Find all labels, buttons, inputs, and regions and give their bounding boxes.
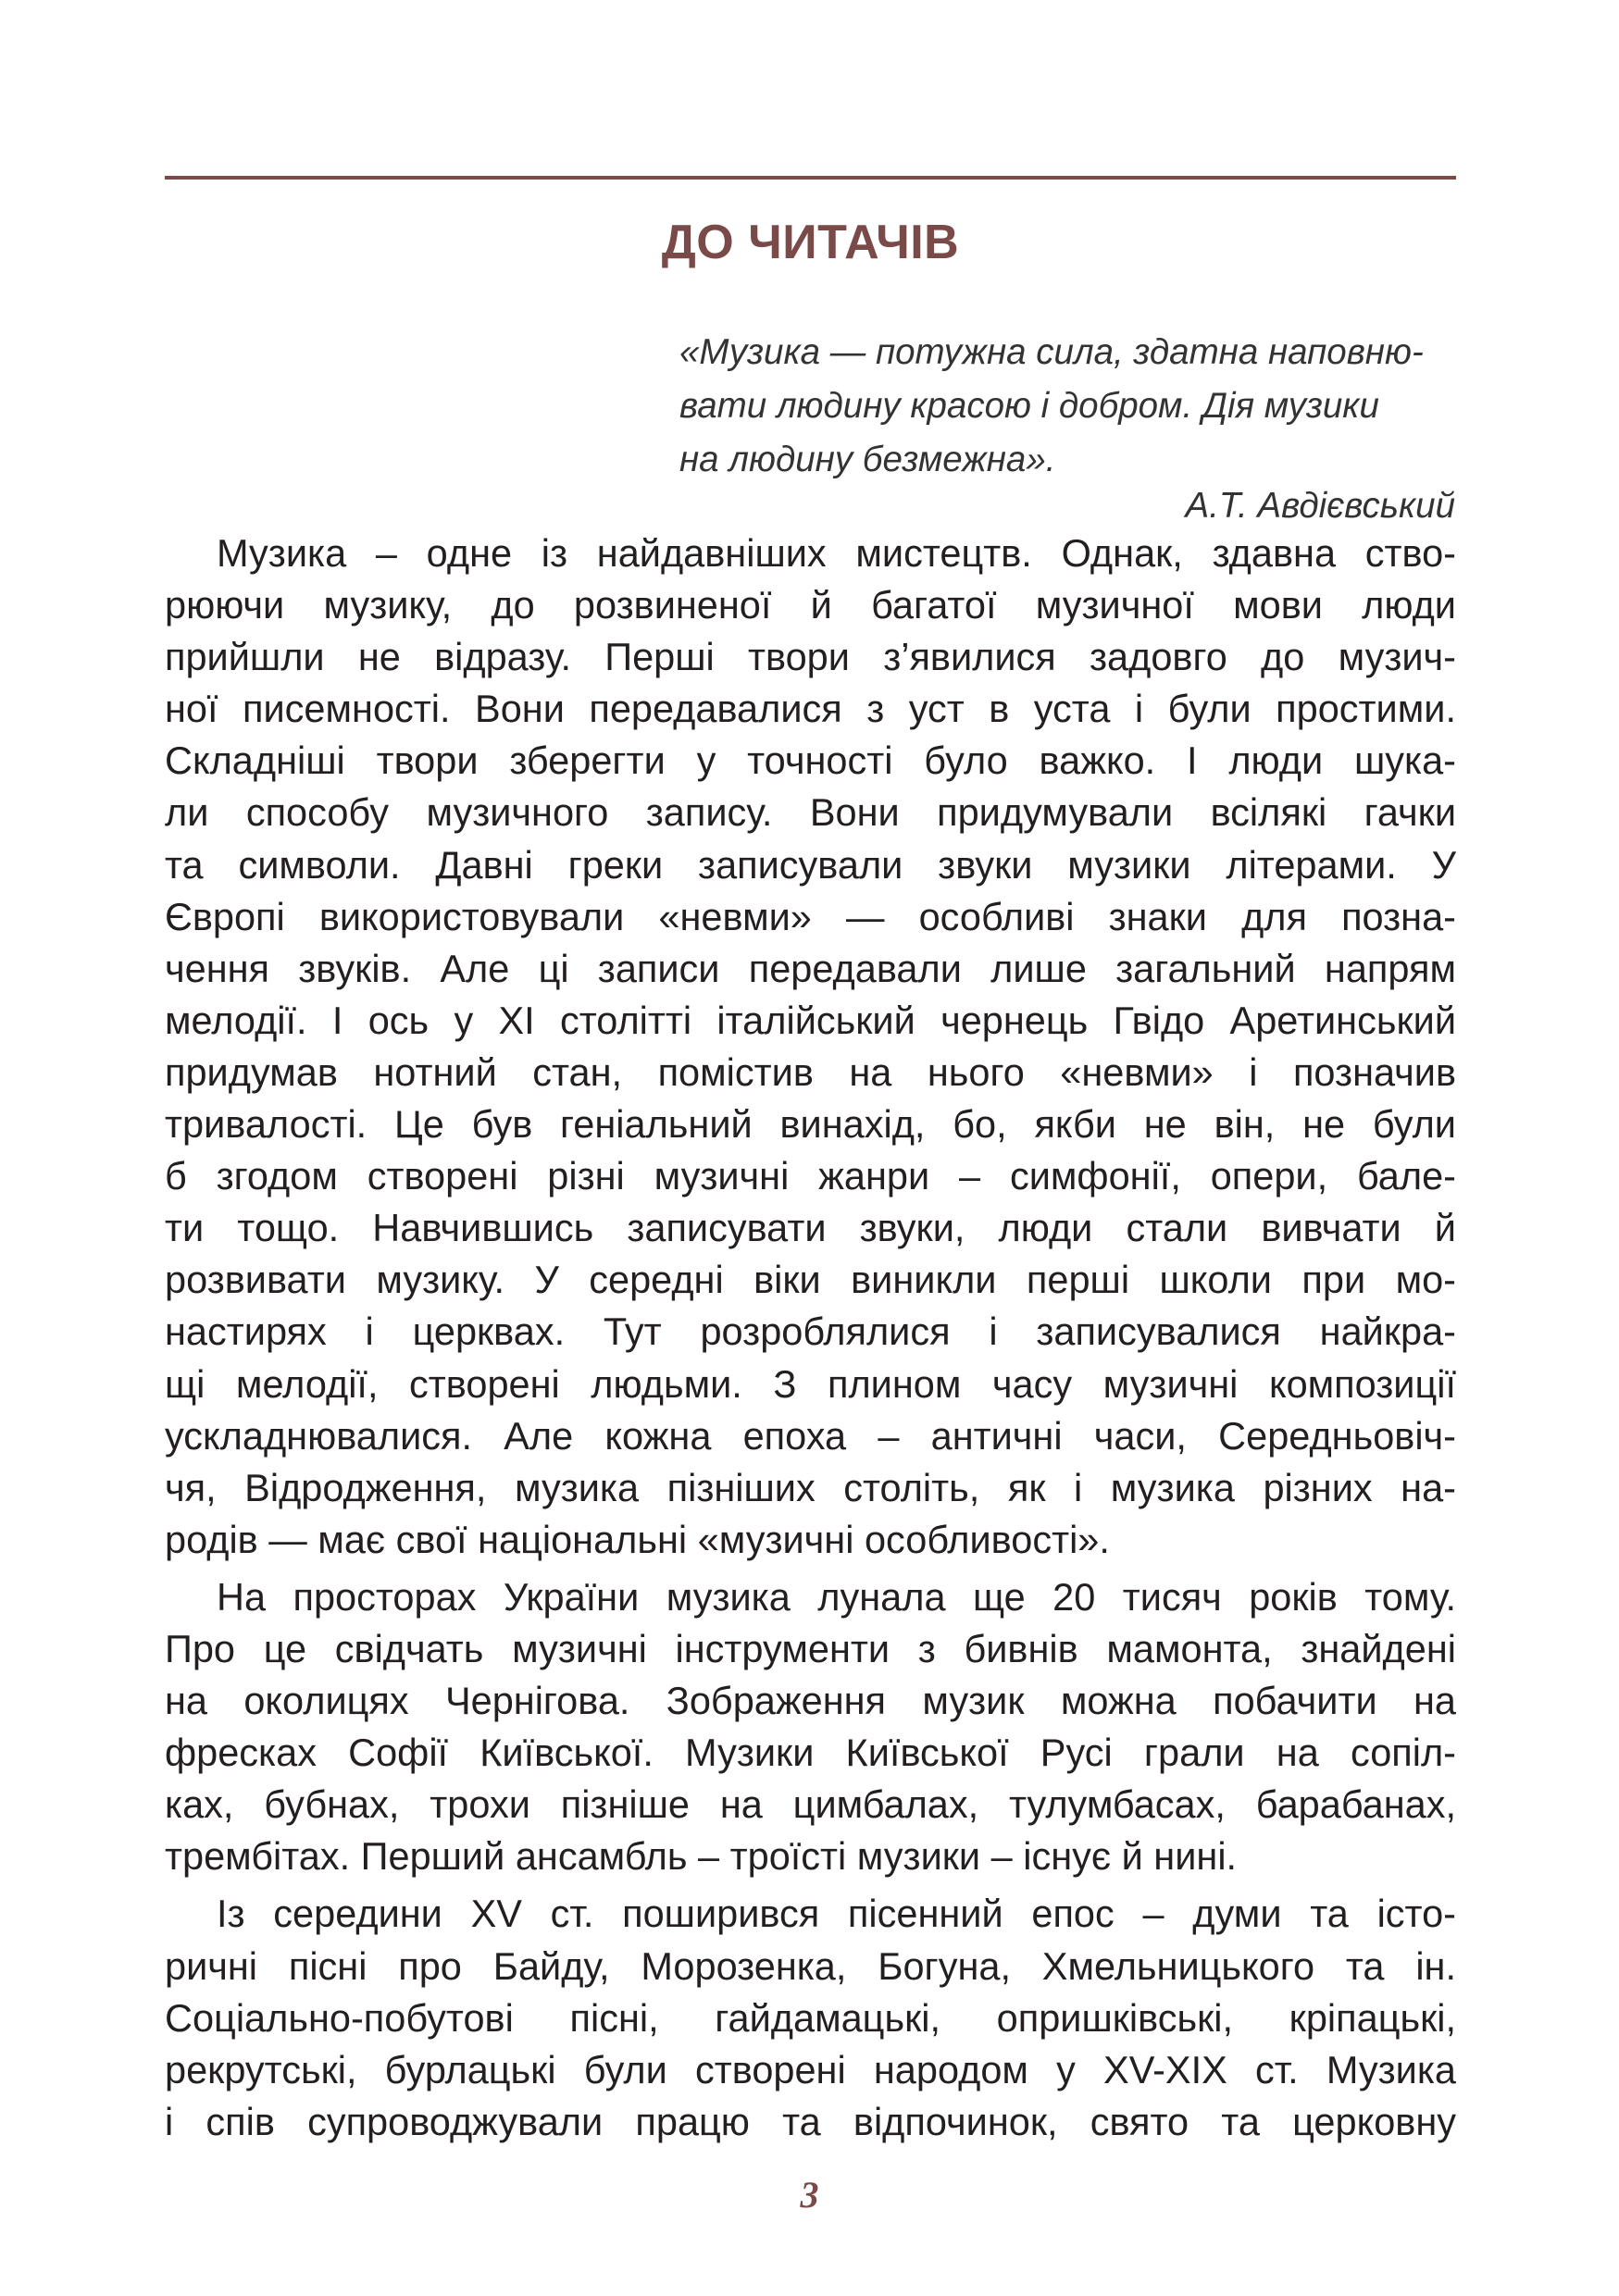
epigraph bbox=[679, 326, 1457, 487]
text-line: щі мелодії, створені людьми. З плином часу музичні композиції bbox=[165, 1361, 1456, 1406]
body-text bbox=[165, 527, 1456, 2148]
paragraph bbox=[165, 527, 1456, 1566]
text-line: ках, бубнах, трохи пізніше на цимбалах, тулумбасах, барабанах, bbox=[165, 1782, 1456, 1827]
text-line: розвивати музику. У середні віки виникли перші школи при мо- bbox=[165, 1258, 1456, 1302]
text-line: Із середини XV ст. поширився пісенний епос – думи та істо- bbox=[217, 1892, 1456, 1936]
text-line: ли способу музичного запису. Вони придумували всілякі гачки bbox=[165, 790, 1456, 835]
text-line: прийшли не відразу. Перші твори з’явилися задовго до музич- bbox=[165, 635, 1456, 679]
text-line: Складніші твори зберегти у точності було важко. І люди шука- bbox=[165, 738, 1456, 783]
text-line: на околицях Чернігова. Зображення музик можна побачити на bbox=[165, 1679, 1456, 1723]
text-line: чення звуків. Але ці записи передавали лише загальний напрям bbox=[165, 946, 1456, 990]
text-line: тривалості. Це був геніальний винахід, бо, якби не він, не були bbox=[165, 1102, 1456, 1147]
header-rule bbox=[165, 176, 1456, 180]
text-line: Європі використовували «невми» — особливі знаки для позна- bbox=[165, 894, 1456, 938]
epigraph-line: на людину безмежна». bbox=[679, 440, 1056, 479]
text-line: ричні пісні про Байду, Морозенка, Богуна, Хмельницького та ін. bbox=[165, 1943, 1456, 1988]
text-line: трембітах. Перший ансамбль – троїсті музики – існує й нині. bbox=[165, 1834, 1238, 1879]
text-line: ної писемності. Вони передавалися з уст в уста і були простими. bbox=[165, 687, 1456, 731]
text-line: настирях і церквах. Тут розроблялися і записувалися найкра- bbox=[165, 1309, 1456, 1354]
text-line: Соціально-побутові пісні, гайдамацькі, опришківські, кріпацькі, bbox=[165, 1995, 1456, 2040]
text-line: Про це свідчать музичні інструменти з бивнів мамонта, знайдені bbox=[165, 1626, 1456, 1670]
epigraph-author: А.Т. Авдієвський bbox=[1185, 486, 1455, 526]
text-line: рекрутські, бурлацькі були створені народом у XV-XIX ст. Музика bbox=[165, 2047, 1456, 2091]
epigraph-line: вати людину красою і добром. Дія музики bbox=[679, 386, 1379, 426]
text-line: ти тощо. Навчившись записувати звуки, люди стали вивчати й bbox=[165, 1206, 1456, 1250]
text-line: ускладнювалися. Але кожна епоха – античні часи, Середньовіч- bbox=[165, 1413, 1456, 1458]
text-line: рюючи музику, до розвиненої й багатої музичної мови люди bbox=[165, 583, 1456, 627]
text-line: На просторах України музика лунала ще 20 тисяч років тому. bbox=[217, 1574, 1456, 1619]
text-line: та символи. Давні греки записували звуки музики літерами. У bbox=[165, 842, 1456, 887]
text-line: мелодії. І ось у XI столітті італійський чернець Гвідо Аретинський bbox=[165, 998, 1456, 1042]
paragraph bbox=[165, 1888, 1456, 2147]
text-line: родів — має свої національні «музичні особливості». bbox=[165, 1517, 1110, 1561]
paragraph bbox=[165, 1571, 1456, 1883]
text-line: і спів супроводжували працю та відпочинок, свято та церковну bbox=[165, 2099, 1456, 2143]
text-line: б згодом створені різні музичні жанри – симфонії, опери, бале- bbox=[165, 1154, 1456, 1198]
text-line: придумав нотний стан, помістив на нього «невми» і позначив bbox=[165, 1049, 1456, 1094]
text-line: фресках Софії Київської. Музики Київської Русі грали на сопіл- bbox=[165, 1731, 1456, 1775]
page-title: ДО ЧИТАЧІВ bbox=[661, 216, 960, 269]
text-line: Музика – одне із найдавніших мистецтв. Однак, здавна ство- bbox=[217, 531, 1456, 575]
epigraph-line: «Музика — потужна сила, здатна наповню- bbox=[679, 332, 1424, 372]
page-number: 3 bbox=[800, 2174, 819, 2215]
text-line: чя, Відродження, музика пізніших століть, як і музика різних на- bbox=[165, 1465, 1456, 1509]
